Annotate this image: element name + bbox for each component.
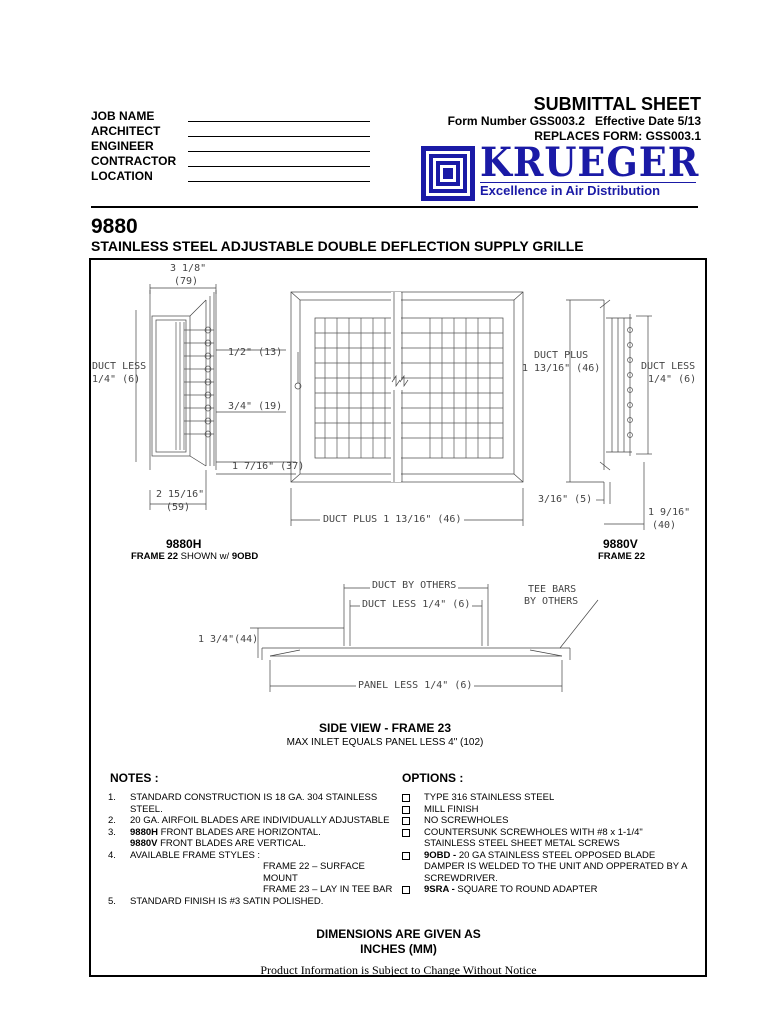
note-item <box>108 861 398 884</box>
replaces-form: REPLACES FORM: GSS003.1 <box>534 129 701 143</box>
option-text: TYPE 316 STAINLESS STEEL <box>424 792 555 803</box>
dim-duct-plus-bottom <box>320 514 464 525</box>
tee-bars-label: TEE BARS <box>528 584 577 595</box>
options-list <box>402 792 692 896</box>
note-item <box>108 827 398 839</box>
note-item <box>108 815 398 827</box>
dim-duct-plus-right: DUCT PLUS <box>534 350 589 361</box>
side-view-subtitle: MAX INLET EQUALS PANEL LESS 4" (102) <box>286 737 484 748</box>
option-item <box>402 884 692 896</box>
option-item <box>402 804 692 816</box>
logo-tagline: Excellence in Air Distribution <box>480 183 661 198</box>
checkbox-icon[interactable] <box>402 817 410 825</box>
option-item <box>402 850 692 885</box>
option-bold: 9SRA - <box>424 884 455 895</box>
dim-duct-less-right: DUCT LESS <box>641 361 696 372</box>
note-item <box>108 792 398 815</box>
dimensions-note-2: INCHES (MM) <box>360 942 437 956</box>
option-text: COUNTERSUNK SCREWHOLES WITH #8 x 1-1/4" STAINLESS STEEL SHEET METAL SCREWS <box>424 826 643 849</box>
note-item <box>108 896 398 908</box>
disclaimer: Product Information is Subject to Change Without Notice <box>260 963 537 977</box>
form-number: Form Number GSS003.2 Effective Date 5/13 <box>447 114 701 128</box>
note-text: FRAME 23 – LAY IN TEE BAR <box>263 884 393 895</box>
note-num: 2. <box>108 815 116 826</box>
submittal-title: SUBMITTAL SHEET <box>533 94 701 114</box>
engineer-label: ENGINEER <box>91 139 154 153</box>
option-item <box>402 792 692 804</box>
h-shown-text: SHOWN w/ <box>177 551 232 562</box>
notes-heading: NOTES : <box>110 771 159 785</box>
option-content <box>424 850 692 885</box>
side-view-title: SIDE VIEW - FRAME 23 <box>318 721 452 735</box>
view-h-subtitle <box>131 551 258 562</box>
option-content <box>424 884 598 896</box>
dim-top-left-mm: (79) <box>174 276 199 287</box>
option-text: NO SCREWHOLES <box>424 815 509 826</box>
logo-brand: KRUEGER <box>480 139 700 186</box>
dim-two-fifteen-mm: (59) <box>166 502 191 513</box>
dim-panel-less: PANEL LESS 1/4" (6) <box>358 680 473 691</box>
note-text: STANDARD FINISH IS #3 SATIN POLISHED. <box>130 895 324 907</box>
product-name: STAINLESS STEEL ADJUSTABLE DOUBLE DEFLECTION SUPPLY GRILLE <box>91 238 584 254</box>
note-item <box>108 838 398 850</box>
contractor-label: CONTRACTOR <box>91 154 177 168</box>
architect-label: ARCHITECT <box>91 124 161 138</box>
note-num: 4. <box>108 849 116 861</box>
option-bold: 9OBD - <box>424 849 457 861</box>
dim-duct-plus-right-val: 1 13/16" (46) <box>522 363 601 374</box>
dim-duct-less-side: DUCT LESS 1/4" (6) <box>362 599 471 610</box>
note-text: FRAME 22 – SURFACE MOUNT <box>263 861 365 884</box>
note-content <box>130 838 306 850</box>
note-bold: 9880H <box>130 826 158 838</box>
view-v-subtitle: FRAME 22 <box>598 551 645 562</box>
note-item <box>108 850 398 862</box>
note-bold: 9880V <box>130 838 158 849</box>
left-profile-drawing <box>136 284 296 510</box>
dim-one-nine-sixteenths: 1 9/16" <box>648 507 691 518</box>
h-frame-text: FRAME 22 <box>131 551 178 562</box>
notes-list <box>108 792 398 907</box>
option-text: MILL FINISH <box>424 803 479 815</box>
tee-bars-label-2: BY OTHERS <box>524 596 579 607</box>
dim-half-inch: 1/2" (13) <box>228 347 283 358</box>
checkbox-icon[interactable] <box>402 829 410 837</box>
note-text: STANDARD CONSTRUCTION IS 18 GA. 304 STAINLESS STEEL. <box>130 792 378 815</box>
dim-three-quarter: 3/4" (19) <box>228 401 283 412</box>
note-num: 5. <box>108 895 116 907</box>
job-name-label: JOB NAME <box>91 109 155 123</box>
dim-one-three-quarter: 1 3/4"(44) <box>198 634 259 645</box>
note-text: FRONT BLADES ARE HORIZONTAL. <box>158 826 321 838</box>
h-obd-text: 9OBD <box>231 551 259 562</box>
checkbox-icon[interactable] <box>402 852 410 860</box>
option-text: SQUARE TO ROUND ADAPTER <box>454 884 598 895</box>
location-label: LOCATION <box>91 169 153 183</box>
dim-duct-less-right-val: 1/4" (6) <box>648 374 697 385</box>
option-item <box>402 815 692 827</box>
note-num: 3. <box>108 826 116 838</box>
dim-top-left: 3 1/8" <box>170 263 207 274</box>
dim-one-nine-mm: (40) <box>652 520 677 531</box>
dim-duct-less-left-val: 1/4" (6) <box>92 374 141 385</box>
dimensions-note: DIMENSIONS ARE GIVEN AS <box>316 927 481 941</box>
checkbox-icon[interactable] <box>402 886 410 894</box>
dim-one-seven-sixteenths: 1 7/16" (37) <box>232 461 305 472</box>
dim-two-fifteen-sixteenths: 2 15/16" <box>156 489 205 500</box>
note-text: AVAILABLE FRAME STYLES : <box>130 849 261 861</box>
front-view-drawing <box>291 292 523 526</box>
dim-duct-plus-bottom-text: DUCT PLUS 1 13/16" (46) <box>323 514 462 525</box>
option-text: 20 GA STAINLESS STEEL OPPOSED BLADE DAMPER IS WELDED TO THE UNIT AND OPPERATED BY A SCREWDRIVER. <box>424 849 687 884</box>
view-h-title: 9880H <box>166 537 202 551</box>
dim-duct-less-left: DUCT LESS <box>92 361 147 372</box>
note-text: 20 GA. AIRFOIL BLADES ARE INDIVIDUALLY ADJUSTABLE <box>130 815 390 826</box>
model-number: 9880 <box>91 215 138 238</box>
note-num: 1. <box>108 792 116 803</box>
options-heading: OPTIONS : <box>402 771 464 785</box>
checkbox-icon[interactable] <box>402 806 410 814</box>
note-text: FRONT BLADES ARE VERTICAL. <box>157 838 307 849</box>
dim-duct-by-others: DUCT BY OTHERS <box>372 580 457 591</box>
checkbox-icon[interactable] <box>402 794 410 802</box>
note-item <box>108 884 398 896</box>
dim-three-sixteenths: 3/16" (5) <box>538 494 593 505</box>
view-v-title: 9880V <box>603 537 638 551</box>
option-item <box>402 827 692 850</box>
note-num <box>108 838 130 850</box>
note-content <box>130 827 321 839</box>
